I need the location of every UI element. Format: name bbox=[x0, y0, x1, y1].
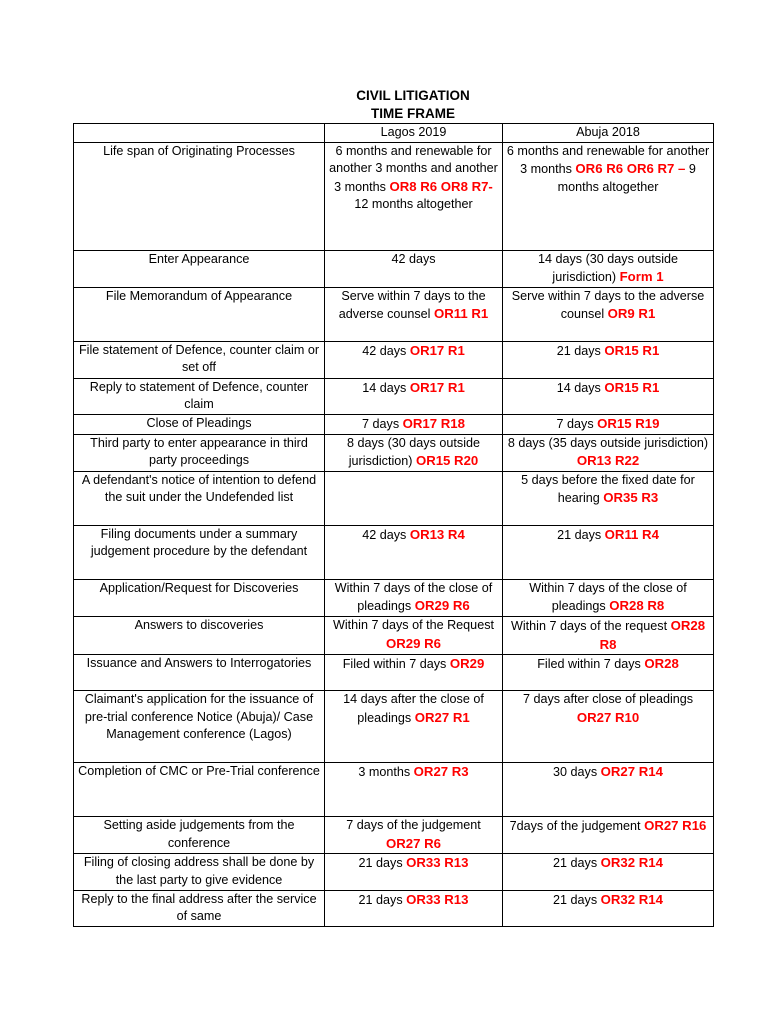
row-item-label: Claimant's application for the issuance of pre-trial conference Notice (Abuja)/ Case Management conference (Lagos) bbox=[74, 691, 325, 763]
rule-reference: OR28 bbox=[644, 656, 679, 672]
abuja-cell bbox=[503, 525, 714, 579]
row-item-label: Filing of closing address shall be done by the last party to give evidence bbox=[74, 854, 325, 890]
cell-text: 30 days bbox=[553, 765, 601, 780]
row-item-label: A defendant's notice of intention to defend the suit under the Undefended list bbox=[74, 471, 325, 525]
rule-reference: OR27 R3 bbox=[413, 764, 469, 780]
lagos-cell bbox=[325, 854, 503, 890]
row-item-label: Issuance and Answers to Interrogatories bbox=[74, 655, 325, 691]
time-frame-table bbox=[73, 123, 714, 927]
cell-text: 5 days before the fixed date for hearing bbox=[521, 472, 695, 506]
rule-reference: OR11 R4 bbox=[604, 526, 659, 542]
abuja-cell bbox=[503, 817, 714, 854]
rule-reference: OR11 R1 bbox=[433, 306, 489, 322]
row-item-label: File Memorandum of Appearance bbox=[74, 287, 325, 341]
cell-text: 9 months altogether bbox=[557, 162, 696, 194]
lagos-cell bbox=[325, 890, 503, 926]
cell-text: Within 7 days of the close of pleadings bbox=[529, 580, 687, 614]
document-title: CIVIL LITIGATION bbox=[356, 88, 470, 103]
row-item-label: Enter Appearance bbox=[74, 250, 325, 287]
table-row bbox=[74, 287, 714, 341]
abuja-cell bbox=[503, 378, 714, 414]
abuja-cell bbox=[503, 471, 714, 525]
cell-text: 8 days (30 days outside jurisdiction) bbox=[346, 435, 480, 469]
abuja-cell bbox=[503, 250, 714, 287]
cell-text: 42 days bbox=[362, 527, 410, 542]
abuja-cell bbox=[503, 287, 714, 341]
lagos-cell bbox=[325, 142, 503, 250]
rule-reference: Form 1 bbox=[619, 269, 664, 285]
rule-reference: OR6 R6 OR6 R7 – bbox=[575, 161, 686, 177]
cell-text: 42 days bbox=[391, 251, 436, 266]
lagos-cell bbox=[325, 414, 503, 434]
cell-text: 21 days bbox=[557, 527, 605, 542]
lagos-cell bbox=[325, 250, 503, 287]
cell-text: 14 days after the close of pleadings bbox=[343, 692, 484, 725]
row-item-label: Setting aside judgements from the conference bbox=[74, 817, 325, 854]
table-row bbox=[74, 142, 714, 250]
rule-reference: OR15 R1 bbox=[604, 379, 660, 395]
rule-reference: OR27 R14 bbox=[600, 764, 663, 780]
cell-text: Within 7 days of the close of pleadings bbox=[334, 580, 493, 614]
cell-text: 14 days bbox=[362, 380, 410, 395]
lagos-cell bbox=[325, 655, 503, 691]
rule-reference: OR28 R8 bbox=[609, 598, 665, 614]
cell-text: 21 days bbox=[553, 856, 601, 871]
row-item-label: File statement of Defence, counter claim or set off bbox=[74, 341, 325, 378]
rule-reference: OR17 R1 bbox=[409, 379, 465, 395]
header-blank bbox=[74, 124, 325, 143]
abuja-cell bbox=[503, 655, 714, 691]
rule-reference: OR33 R13 bbox=[406, 855, 469, 871]
cell-text: 7 days after close of pleadings bbox=[522, 692, 694, 707]
table-row bbox=[74, 341, 714, 378]
table-row bbox=[74, 471, 714, 525]
row-item-label: Filing documents under a summary judgement procedure by the defendant bbox=[74, 525, 325, 579]
rule-reference: OR29 R6 bbox=[386, 635, 441, 651]
cell-text: Within 7 days of the Request bbox=[332, 617, 494, 632]
row-item-label: Reply to the final address after the service of same bbox=[74, 890, 325, 926]
table-row bbox=[74, 434, 714, 471]
header-abuja: Abuja 2018 bbox=[503, 124, 714, 143]
cell-text: 7 days of the judgement bbox=[346, 818, 481, 833]
cell-text: 7 days bbox=[556, 416, 598, 431]
abuja-cell bbox=[503, 434, 714, 471]
table-row bbox=[74, 414, 714, 434]
rule-reference: OR29 R6 bbox=[414, 598, 470, 614]
cell-text: 21 days bbox=[358, 892, 407, 907]
cell-text: 14 days bbox=[556, 380, 605, 395]
cell-text: 6 months and renewable for another 3 months and another 3 months bbox=[329, 143, 498, 194]
lagos-cell bbox=[325, 616, 503, 654]
abuja-cell bbox=[503, 763, 714, 817]
rule-reference: OR17 R1 bbox=[409, 342, 465, 358]
table-row bbox=[74, 890, 714, 926]
table-row bbox=[74, 691, 714, 763]
row-item-label: Close of Pleadings bbox=[74, 414, 325, 434]
cell-text: Filed within 7 days bbox=[537, 657, 645, 672]
cell-text: 21 days bbox=[358, 856, 407, 871]
abuja-cell bbox=[503, 616, 714, 654]
rule-reference: OR33 R13 bbox=[406, 891, 469, 907]
rule-reference: OR27 R16 bbox=[644, 818, 707, 834]
abuja-cell bbox=[503, 854, 714, 890]
table-row bbox=[74, 579, 714, 616]
lagos-cell bbox=[325, 525, 503, 579]
rule-reference: OR8 R6 OR8 R7- bbox=[389, 178, 493, 194]
cell-text: Within 7 days of the request bbox=[510, 618, 671, 633]
row-item-label: Third party to enter appearance in third party proceedings bbox=[74, 434, 325, 471]
lagos-cell bbox=[325, 691, 503, 763]
abuja-cell bbox=[503, 142, 714, 250]
rule-reference: OR27 R1 bbox=[414, 709, 470, 725]
row-item-label: Reply to statement of Defence, counter claim bbox=[74, 378, 325, 414]
cell-text: 42 days bbox=[362, 343, 410, 358]
lagos-cell bbox=[325, 341, 503, 378]
table-body bbox=[74, 142, 714, 926]
rule-reference: OR15 R1 bbox=[604, 342, 660, 358]
cell-text: 21 days bbox=[556, 343, 605, 358]
lagos-cell bbox=[325, 434, 503, 471]
row-item-label: Application/Request for Discoveries bbox=[74, 579, 325, 616]
lagos-cell bbox=[325, 378, 503, 414]
cell-text: 7days of the judgement bbox=[509, 819, 645, 834]
abuja-cell bbox=[503, 691, 714, 763]
cell-text: 3 months bbox=[358, 765, 414, 780]
table-row bbox=[74, 525, 714, 579]
rule-reference: OR15 R19 bbox=[597, 415, 660, 431]
row-item-label: Answers to discoveries bbox=[74, 616, 325, 654]
cell-text: 12 months altogether bbox=[354, 197, 473, 212]
lagos-cell bbox=[325, 817, 503, 854]
table-row bbox=[74, 378, 714, 414]
table-row bbox=[74, 655, 714, 691]
rule-reference: OR32 R14 bbox=[600, 855, 663, 871]
table-row bbox=[74, 854, 714, 890]
header-lagos: Lagos 2019 bbox=[325, 124, 503, 143]
rule-reference: OR9 R1 bbox=[607, 306, 656, 322]
table-row bbox=[74, 817, 714, 854]
lagos-cell bbox=[325, 579, 503, 616]
rule-reference: OR17 R18 bbox=[402, 415, 465, 431]
cell-text: Serve within 7 days to the adverse counsel bbox=[511, 288, 705, 322]
rule-reference: OR32 R14 bbox=[600, 891, 663, 907]
cell-text: 8 days (35 days outside jurisdiction) bbox=[507, 435, 709, 450]
table-header-row bbox=[74, 124, 714, 143]
rule-reference: OR27 R10 bbox=[576, 709, 640, 725]
cell-text: Serve within 7 days to the adverse counsel bbox=[338, 288, 486, 322]
rule-reference: OR15 R20 bbox=[415, 453, 479, 469]
rule-reference: OR13 R22 bbox=[576, 453, 640, 469]
table-row bbox=[74, 616, 714, 654]
lagos-cell bbox=[325, 763, 503, 817]
cell-text: 21 days bbox=[553, 892, 601, 907]
rule-reference: OR28 R8 bbox=[599, 617, 706, 652]
table-row bbox=[74, 763, 714, 817]
rule-reference: OR35 R3 bbox=[603, 490, 659, 506]
abuja-cell bbox=[503, 579, 714, 616]
abuja-cell bbox=[503, 890, 714, 926]
abuja-cell bbox=[503, 414, 714, 434]
document-subtitle: TIME FRAME bbox=[371, 106, 455, 121]
row-item-label: Completion of CMC or Pre-Trial conference bbox=[74, 763, 325, 817]
lagos-cell bbox=[325, 287, 503, 341]
cell-text: 6 months and renewable for another 3 months bbox=[506, 143, 710, 177]
table-row bbox=[74, 250, 714, 287]
cell-text: 14 days (30 days outside jurisdiction) bbox=[537, 251, 679, 285]
row-item-label: Life span of Originating Processes bbox=[74, 142, 325, 250]
rule-reference: OR27 R6 bbox=[386, 835, 441, 851]
cell-text: Filed within 7 days bbox=[342, 657, 450, 672]
lagos-cell bbox=[325, 471, 503, 525]
abuja-cell bbox=[503, 341, 714, 378]
rule-reference: OR13 R4 bbox=[409, 526, 465, 542]
rule-reference: OR29 bbox=[449, 656, 485, 672]
cell-text: 7 days bbox=[362, 416, 403, 431]
